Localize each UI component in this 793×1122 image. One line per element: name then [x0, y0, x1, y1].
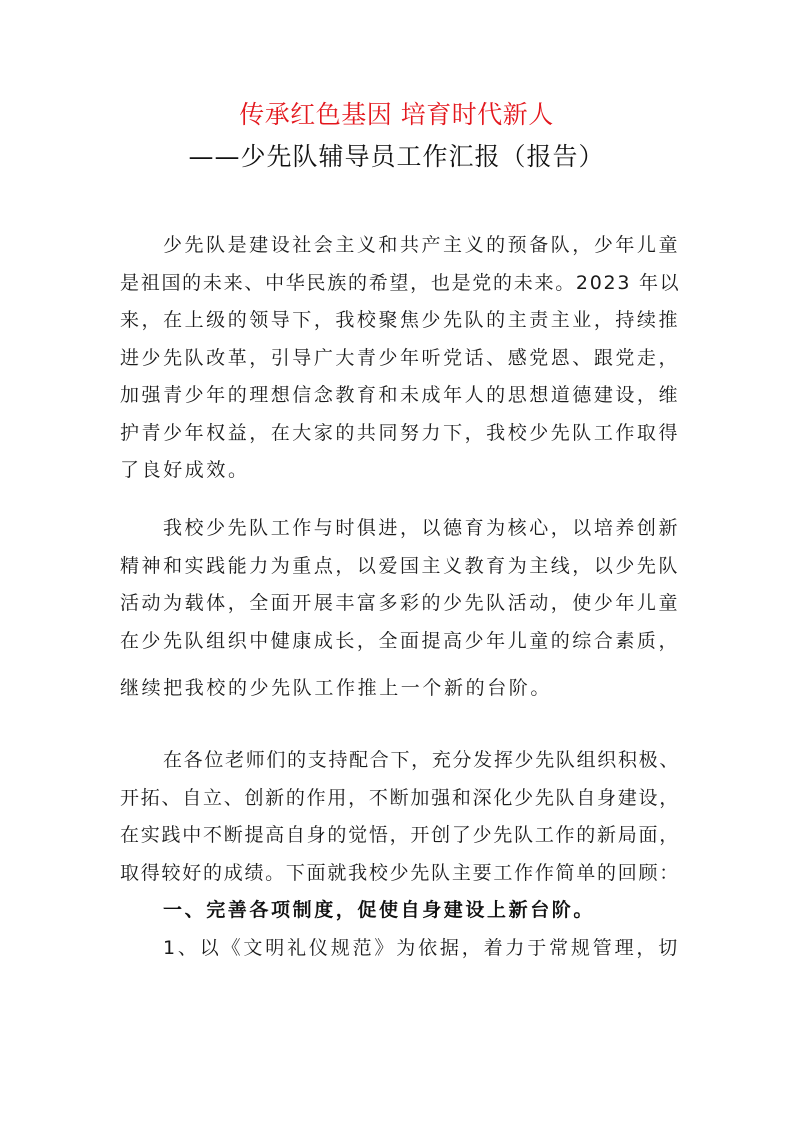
body-text-line: 精神和实践能力为重点，以爱国主义教育为主线，以少先队: [120, 555, 681, 577]
body-text-line: 进少先队改革，引导广大青少年听党话、感党恩、跟党走，: [120, 347, 681, 369]
body-text-line: 加强青少年的理想信念教育和未成年人的思想道德建设，维: [120, 384, 681, 406]
body-text-line: 在实践中不断提高自身的觉悟，开创了少先队工作的新局面，: [120, 824, 681, 846]
body-text-line: 少先队是建设社会主义和共产主义的预备队，少年儿童: [163, 234, 681, 256]
body-text-line: 取得较好的成绩。下面就我校少先队主要工作作简单的回顾：: [120, 862, 681, 884]
body-text-line: 在各位老师们的支持配合下，充分发挥少先队组织积极、: [163, 749, 681, 771]
document-subtitle: ——少先队辅导员工作汇报（报告）: [188, 142, 605, 171]
body-text-line: 活动为载体，全面开展丰富多彩的少先队活动，使少年儿童: [120, 592, 681, 614]
section-heading: 一、完善各项制度，促使自身建设上新台阶。: [163, 899, 596, 921]
body-text-line: 了良好成效。: [120, 459, 250, 481]
body-text-line: 是祖国的未来、中华民族的希望，也是党的未来。2023 年以: [120, 272, 681, 294]
body-text-line: 护青少年权益，在大家的共同努力下，我校少先队工作取得: [120, 422, 681, 444]
body-text-line: 在少先队组织中健康成长，全面提高少年儿童的综合素质，: [120, 630, 681, 652]
body-text-line: 1、以《文明礼仪规范》为依据，着力于常规管理，切: [163, 937, 681, 959]
body-text-line: 继续把我校的少先队工作推上一个新的台阶。: [120, 677, 553, 699]
body-text-line: 我校少先队工作与时俱进，以德育为核心，以培养创新: [163, 517, 681, 539]
body-text-line: 开拓、自立、创新的作用，不断加强和深化少先队自身建设，: [120, 787, 681, 809]
body-text-line: 来，在上级的领导下，我校聚焦少先队的主责主业，持续推: [120, 309, 681, 331]
document-title: 传承红色基因 培育时代新人: [239, 100, 554, 129]
